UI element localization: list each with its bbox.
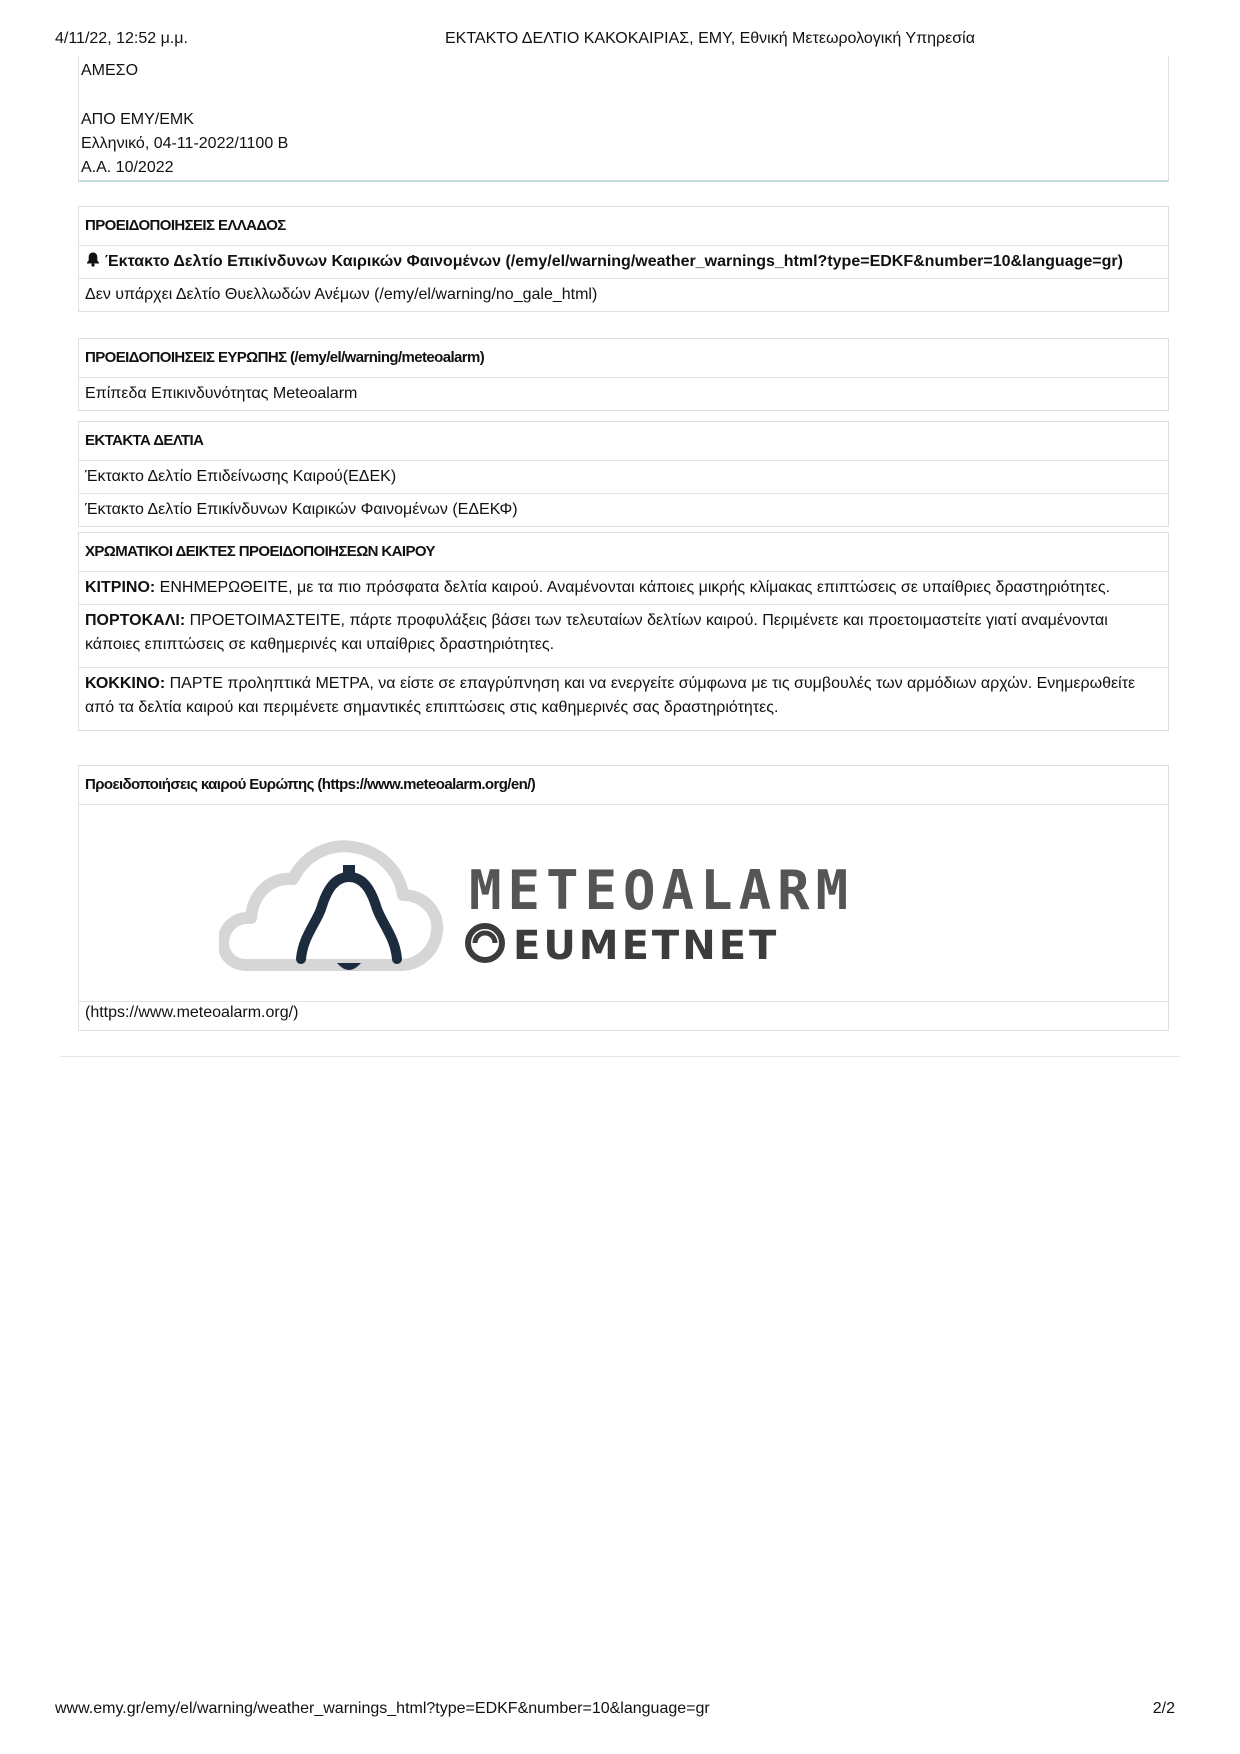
orange-text: ΠΡΟΕΤΟΙΜΑΣΤΕΙΤΕ, πάρτε προφυλάξεις βάσει των τελευταίων δελτίων καιρού. Περιμένετε και προετοιμαστείτε γιατί αναμένονται κάποιες επιπτώσεις σε καθημερινές και υπαίθριες δραστηριότητες.: [85, 612, 1108, 653]
europe-weather-heading[interactable]: Προειδοποιήσεις καιρού Ευρώπης (https://www.meteoalarm.org/en/): [79, 766, 1168, 805]
divider: [60, 1056, 1180, 1057]
yellow-level-row: [79, 572, 1168, 605]
edekf-link[interactable]: Έκτακτο Δελτίο Επικίνδυνων Καιρικών Φαινομένων (ΕΔΕΚΦ): [85, 501, 518, 518]
color-indicators-heading: ΧΡΩΜΑΤΙΚΟΙ ΔΕΙΚΤΕΣ ΠΡΟΕΙΔΟΠΟΙΗΣΕΩΝ ΚΑΙΡΟΥ: [79, 533, 1168, 572]
bulletin-number: Α.Α. 10/2022: [81, 159, 174, 176]
europe-warnings-heading[interactable]: ΠΡΟΕΙΔΟΠΟΙΗΣΕΙΣ ΕΥΡΩΠΗΣ (/emy/el/warning/meteoalarm): [79, 339, 1168, 378]
bulletin-header-box: [78, 56, 1169, 182]
meteoalarm-logo[interactable]: [219, 825, 859, 985]
document-title: ΕΚΤΑΚΤΟ ΔΕΛΤΙΟ ΚΑΚΟΚΑΙΡΙΑΣ, ΕΜΥ, Εθνική Μετεωρολογική Υπηρεσία: [445, 30, 975, 47]
bulletin-from: ΑΠΟ ΕΜΥ/ΕΜΚ: [81, 111, 194, 128]
no-gale-link[interactable]: Δεν υπάρχει Δελτίο Θυελλωδών Ανέμων (/emy/el/warning/no_gale_html): [85, 286, 598, 303]
print-header: [55, 30, 1185, 52]
edkf-bulletin-link[interactable]: [79, 246, 1168, 279]
logo-subtitle: EUMETNET: [513, 923, 780, 969]
logo-title: METEOALARM: [469, 859, 855, 922]
yellow-label: ΚΙΤΡΙΝΟ:: [85, 579, 156, 596]
red-text: ΠΑΡΤΕ προληπτικά ΜΕΤΡΑ, να είστε σε επαγρύπνηση και να ενεργείτε σύμφωνα με τις συμβουλές των αρμόδιων αρχών. Ενημερωθείτε από τα δελτία καιρού και περιμένετε σημαντικές επιπτώσεις στις καθημερινές σας δραστηριότητες.: [85, 675, 1136, 716]
red-level-row: [79, 668, 1168, 730]
bulletin-priority: ΑΜΕΣΟ: [81, 62, 139, 79]
europe-weather-panel: [78, 765, 1169, 1031]
cloud-icon: [223, 846, 437, 965]
europe-warnings-panel: [78, 338, 1169, 411]
red-label: ΚΟΚΚΙΝΟ:: [85, 675, 166, 692]
orange-level-row: [79, 605, 1168, 668]
bulletin-dateline: Ελληνικό, 04-11-2022/1100 Β: [81, 135, 289, 152]
meteoalarm-levels-link[interactable]: Επίπεδα Επικινδυνότητας Meteoalarm: [85, 385, 358, 402]
yellow-text: ΕΝΗΜΕΡΩΘΕΙΤΕ, με τα πιο πρόσφατα δελτία καιρού. Αναμένονται κάποιες μικρής κλίμακας επιπτώσεις σε υπαίθριες δραστηριότητες.: [159, 579, 1111, 596]
bell-icon: [85, 251, 101, 267]
bell-arch-icon: [301, 877, 397, 959]
meteoalarm-logo-row[interactable]: [79, 805, 1168, 1002]
page-url: www.emy.gr/emy/el/warning/weather_warnings_html?type=EDKF&number=10&language=gr: [55, 1700, 710, 1717]
greece-warnings-panel: [78, 206, 1169, 312]
edek-link[interactable]: Έκτακτο Δελτίο Επιδείνωσης Καιρού(ΕΔΕΚ): [79, 461, 1168, 494]
orange-label: ΠΟΡΤΟΚΑΛΙ:: [85, 612, 186, 629]
print-date: 4/11/22, 12:52 μ.μ.: [55, 30, 188, 47]
meteoalarm-site-link[interactable]: (https://www.meteoalarm.org/): [85, 1004, 299, 1021]
greece-warnings-heading: ΠΡΟΕΙΔΟΠΟΙΗΣΕΙΣ ΕΛΛΑΔΟΣ: [79, 207, 1168, 246]
special-bulletins-heading: ΕΚΤΑΚΤΑ ΔΕΛΤΙΑ: [79, 422, 1168, 461]
edkf-bulletin-text: Έκτακτο Δελτίο Επικίνδυνων Καιρικών Φαινομένων (/emy/el/warning/weather_warnings_html?type=EDKF&number=10&language=gr): [105, 253, 1123, 270]
color-indicators-panel: [78, 532, 1169, 731]
page-number: 2/2: [1152, 1700, 1175, 1717]
special-bulletins-panel: [78, 421, 1169, 527]
